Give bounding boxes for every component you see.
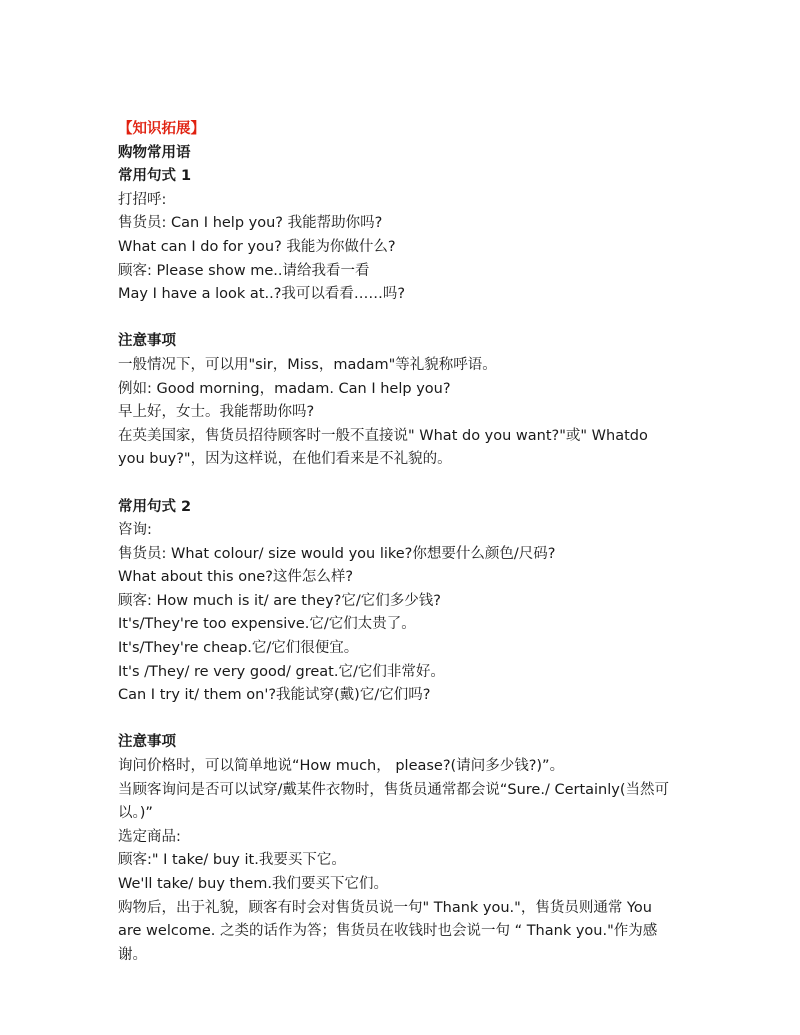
note2-line: 顾客:" I take/ buy it.我要买下它。 xyxy=(118,852,346,869)
note1-paragraph: 在英美国家，售货员招待顾客时一般不直接说" What do you want?"或" Whatdo you buy?"，因为这样说，在他们看来是不礼貌的。 xyxy=(118,427,648,468)
knowledge-tag: 【知识拓展】 xyxy=(118,121,205,137)
section1-line: 打招呼: xyxy=(118,191,167,208)
note2-paragraph: 购物后，出于礼貌，顾客有时会对售货员说一句" Thank you."，售货员则通常 You are welcome. 之类的话作为答；售货员在收钱时也会说一句 “ Thank you."作为感谢。 xyxy=(118,899,658,963)
section2-line: It's/They're too expensive.它/它们太贵了。 xyxy=(118,616,416,633)
section1-heading: 常用句式 1 xyxy=(118,168,192,185)
section1-line: 顾客: Please show me..请给我看一看 xyxy=(118,262,370,279)
section2-line: 咨询: xyxy=(118,522,152,539)
note1-line: 一般情况下，可以用"sir，Miss，madam"等礼貌称呼语。 xyxy=(118,356,497,373)
section2-line: What about this one?这件怎么样? xyxy=(118,569,354,586)
section2-line: 顾客: How much is it/ are they?它/它们多少钱? xyxy=(118,592,441,609)
spacer xyxy=(118,307,678,331)
section1-line: What can I do for you? 我能为你做什么? xyxy=(118,238,396,255)
note2-line: 选定商品: xyxy=(118,828,181,845)
note1-heading: 注意事项 xyxy=(118,333,176,350)
note2-heading: 注意事项 xyxy=(118,734,176,751)
note2-line: We'll take/ buy them.我们要买下它们。 xyxy=(118,876,389,892)
section1-line: May I have a look at..?我可以看看……吗? xyxy=(118,286,406,303)
section1-line: 售货员: Can I help you? 我能帮助你吗? xyxy=(118,215,383,232)
section2-line: Can I try it/ them on'?我能试穿(戴)它/它们吗? xyxy=(118,687,431,704)
note1-line: 例如: Good morning，madam. Can I help you? xyxy=(118,380,451,397)
section2-line: It's /They/ re very good/ great.它/它们非常好。 xyxy=(118,663,445,680)
document-body xyxy=(118,118,678,967)
section2-line: It's/They're cheap.它/它们很便宜。 xyxy=(118,640,359,657)
note2-line: 询问价格时，可以简单地说“How much， please?(请问多少钱?)”。 xyxy=(118,758,565,775)
section2-heading: 常用句式 2 xyxy=(118,498,192,515)
section2-line: 售货员: What colour/ size would you like?你想要什么颜色/尺码? xyxy=(118,545,556,562)
topic-title: 购物常用语 xyxy=(118,144,191,161)
note2-paragraph: 当顾客询问是否可以试穿/戴某件衣物时，售货员通常都会说“Sure./ Certainly(当然可以。)” xyxy=(118,781,670,822)
spacer xyxy=(118,472,678,496)
spacer xyxy=(118,708,678,732)
note1-line: 早上好，女士。我能帮助你吗? xyxy=(118,404,315,421)
